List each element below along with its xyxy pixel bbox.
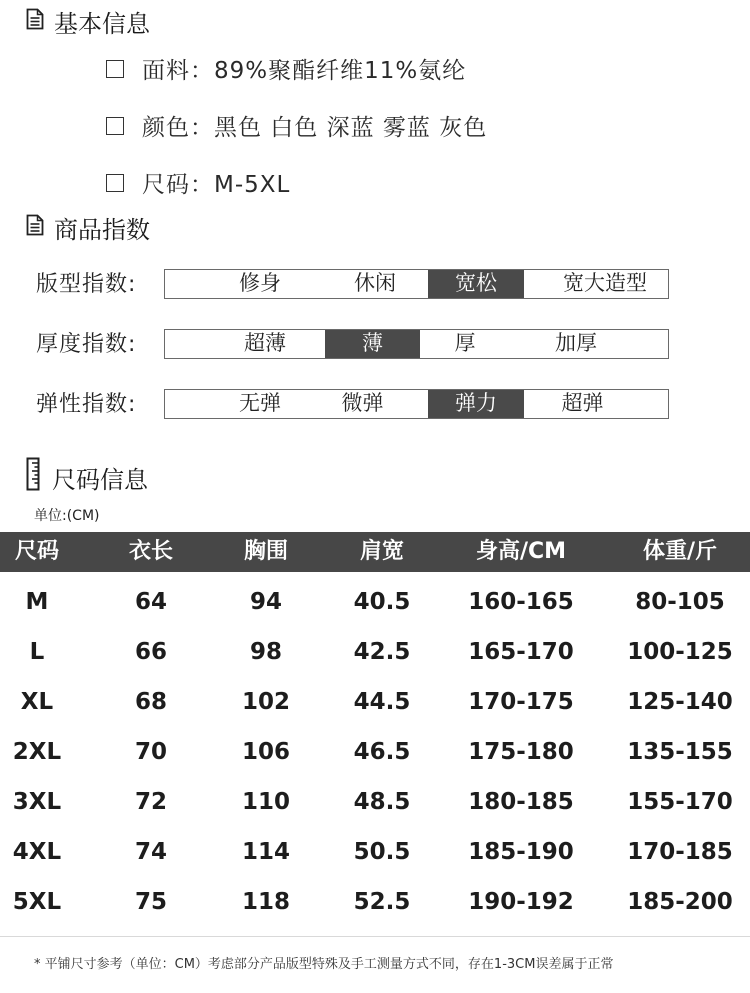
cell-size: 3XL (12, 789, 62, 815)
info-item-colors (106, 109, 487, 142)
cell-size: M (25, 589, 49, 615)
info-item-label: 尺码：M-5XL (142, 172, 291, 198)
size-info-heading (26, 457, 148, 497)
basic-info-title: 基本信息 (54, 10, 150, 38)
cell-length: 70 (134, 739, 167, 765)
cell-size: 5XL (12, 889, 62, 915)
cell-height: 175-180 (468, 739, 574, 765)
checkbox-icon (106, 174, 124, 192)
table-row (0, 672, 750, 722)
cell-chest: 94 (249, 589, 282, 615)
table-row (0, 872, 750, 922)
cell-weight: 170-185 (627, 839, 733, 865)
cell-length: 74 (134, 839, 167, 865)
header-cell: 身高/CM (475, 539, 567, 564)
document-icon (26, 214, 44, 242)
table-row (0, 722, 750, 772)
info-item-label: 颜色：黑色 白色 深蓝 雾蓝 灰色 (142, 115, 488, 141)
header-cell: 尺码 (14, 539, 59, 564)
index-option: 休闲 (354, 271, 396, 295)
cell-weight: 125-140 (627, 689, 733, 715)
cell-length: 75 (134, 889, 167, 915)
table-row (0, 572, 750, 622)
index-label: 厚度指数: (36, 332, 137, 357)
cell-height: 185-190 (468, 839, 574, 865)
product-index-title: 商品指数 (54, 216, 150, 244)
footnote: * 平铺尺寸参考（单位：CM）考虑部分产品版型特殊及手工测量方式不同，存在1-3CM误差属于正常 (34, 957, 614, 972)
cell-shoulder: 50.5 (353, 839, 411, 865)
cell-size: L (29, 639, 45, 665)
header-cell: 体重/斤 (642, 539, 718, 564)
index-label: 弹性指数: (36, 392, 137, 417)
cell-shoulder: 42.5 (353, 639, 411, 665)
checkbox-icon (106, 117, 124, 135)
cell-weight: 100-125 (627, 639, 733, 665)
header-cell: 胸围 (243, 539, 288, 564)
index-bar (164, 329, 669, 359)
index-label: 版型指数: (36, 272, 137, 297)
table-row (0, 822, 750, 872)
index-option: 微弹 (341, 391, 384, 415)
table-row (0, 622, 750, 672)
index-bar (164, 269, 669, 299)
cell-shoulder: 44.5 (353, 689, 411, 715)
document-icon (26, 8, 44, 36)
cell-height: 160-165 (468, 589, 574, 615)
table-row (0, 772, 750, 822)
index-option-selected: 弹力 (428, 390, 524, 418)
index-option: 超弹 (561, 391, 604, 415)
cell-length: 68 (134, 689, 167, 715)
index-row-elasticity (0, 389, 750, 421)
checkbox-icon (106, 60, 124, 78)
cell-chest: 102 (241, 689, 290, 715)
header-cell: 衣长 (128, 539, 173, 564)
footer-divider (0, 936, 750, 937)
info-item-sizes (106, 166, 290, 199)
index-option: 无弹 (239, 391, 281, 415)
cell-chest: 118 (241, 889, 290, 915)
cell-size: XL (20, 689, 54, 715)
cell-chest: 106 (241, 739, 290, 765)
size-table-header (0, 532, 750, 572)
header-cell: 肩宽 (359, 539, 404, 564)
cell-chest: 114 (241, 839, 290, 865)
index-option: 修身 (239, 271, 281, 295)
cell-shoulder: 48.5 (353, 789, 411, 815)
cell-chest: 98 (249, 639, 282, 665)
cell-weight: 135-155 (627, 739, 733, 765)
cell-height: 170-175 (468, 689, 574, 715)
cell-length: 64 (134, 589, 167, 615)
info-item-label: 面料：89%聚酯纤维11%氨纶 (142, 58, 467, 84)
size-table (0, 532, 750, 922)
info-item-fabric (106, 52, 466, 85)
ruler-icon (26, 457, 42, 497)
product-index-heading (26, 210, 150, 245)
cell-shoulder: 52.5 (353, 889, 411, 915)
index-option-selected: 宽松 (428, 270, 524, 298)
index-option: 超薄 (244, 331, 286, 355)
cell-shoulder: 46.5 (353, 739, 411, 765)
cell-height: 190-192 (468, 889, 574, 915)
cell-length: 72 (134, 789, 167, 815)
cell-weight: 80-105 (635, 589, 725, 615)
cell-weight: 185-200 (627, 889, 733, 915)
basic-info-heading (26, 4, 150, 39)
cell-chest: 110 (241, 789, 290, 815)
cell-size: 2XL (12, 739, 62, 765)
size-info-title: 尺码信息 (52, 465, 148, 494)
index-option: 加厚 (555, 331, 597, 355)
index-option-selected: 薄 (325, 330, 420, 358)
cell-length: 66 (134, 639, 167, 665)
cell-weight: 155-170 (627, 789, 733, 815)
index-bar (164, 389, 669, 419)
cell-size: 4XL (12, 839, 62, 865)
index-option: 厚 (454, 331, 476, 355)
index-row-fit (0, 269, 750, 301)
cell-shoulder: 40.5 (353, 589, 411, 615)
index-option: 宽大造型 (563, 271, 647, 295)
index-row-thickness (0, 329, 750, 361)
cell-height: 180-185 (468, 789, 574, 815)
unit-note: 单位:(CM) (34, 508, 100, 524)
cell-height: 165-170 (468, 639, 574, 665)
